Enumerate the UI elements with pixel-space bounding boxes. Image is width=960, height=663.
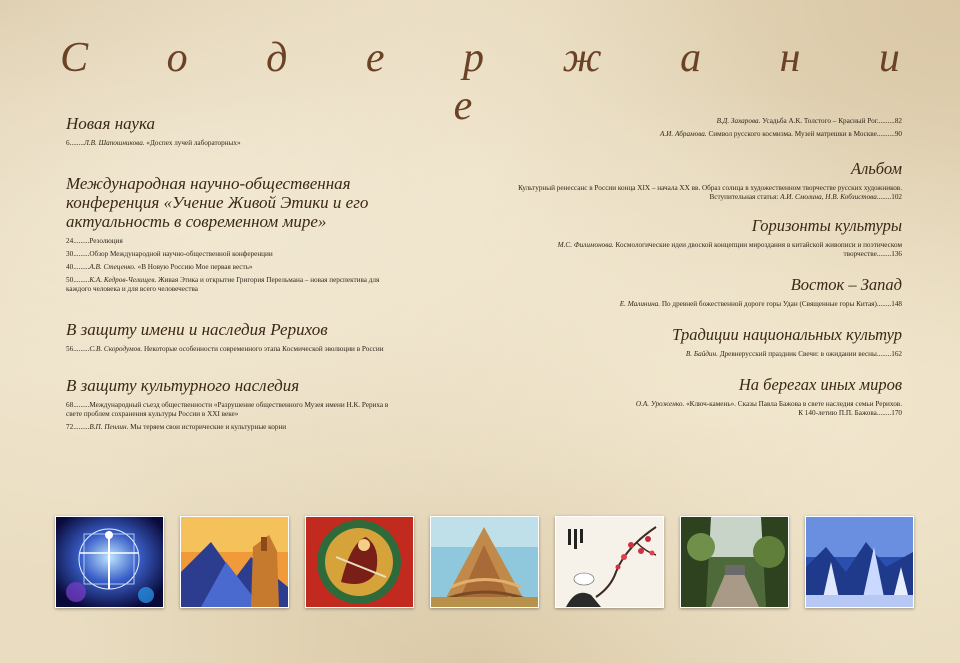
leader-dots: ........ xyxy=(876,193,892,201)
entry-author: О.А. Уроженко. xyxy=(635,400,685,408)
page-number: 56 xyxy=(66,345,74,353)
leader-dots: ......... xyxy=(73,345,90,353)
section-title: Новая наука xyxy=(66,114,155,133)
page-number: 82 xyxy=(894,117,902,125)
entry-text: Вступительная статья: xyxy=(709,193,781,201)
entry-text: Мы теряем свои исторические и культурные корни xyxy=(128,423,287,431)
toc-entry[interactable] xyxy=(66,276,406,294)
left-column xyxy=(66,114,406,450)
section-title: Восток – Запад xyxy=(790,275,902,294)
entry-text: Живая Этика и открытие Григория Перельмана – новая перспектива для каждого человека и для всего человечества xyxy=(66,276,380,293)
page-number: 6 xyxy=(66,139,70,147)
chinese-blossom-thumb[interactable] xyxy=(555,516,664,608)
entry-author: С.В. Скородумов. xyxy=(89,345,143,353)
toc-entry[interactable] xyxy=(500,409,902,418)
entry-text: Некоторые особенности современного этапа Космической эволюции в России xyxy=(142,345,384,353)
page-number: 162 xyxy=(891,350,902,358)
entry-text: Космологические идеи двоской концепции мироздания в китайской живописи и поэтическом творчестве xyxy=(613,241,902,258)
leader-dots: .......... xyxy=(876,117,895,125)
entry-author: М.С. Филимонова. xyxy=(557,241,614,249)
page-number: 72 xyxy=(66,423,74,431)
entry-author: В.Д. Захарова. xyxy=(716,117,761,125)
entry-author: Е. Малинина. xyxy=(619,300,661,308)
page-number: 90 xyxy=(894,130,902,138)
toc-entry[interactable] xyxy=(66,139,406,148)
leader-dots: ......... xyxy=(73,423,90,431)
entry-text: Культурный ренессанс в России конца XIX – начала XX вв. Образ солнца в художественном творчестве русских художников. xyxy=(518,184,902,192)
toc-entry[interactable] xyxy=(66,401,406,419)
page-number: 50 xyxy=(66,276,74,284)
section-title: Международная научно-общественная конференция «Учение Живой Этики и его актуальность в современном мире» xyxy=(66,174,369,231)
page-number: 170 xyxy=(891,409,902,417)
section-title: В защиту культурного наследия xyxy=(66,376,300,395)
entry-text: К 140-летию П.П. Бажова xyxy=(798,409,877,417)
section-title: Горизонты культуры xyxy=(751,216,902,235)
leader-dots: ......... xyxy=(73,401,90,409)
entry-author: А.В. Стеценко. xyxy=(89,263,136,271)
leader-dots: ......... xyxy=(73,250,90,258)
entry-author: В.П. Пенлин. xyxy=(89,423,129,431)
toc-entry[interactable] xyxy=(66,423,406,432)
right-column xyxy=(500,117,902,436)
page-number: 102 xyxy=(891,193,902,201)
entry-author: А.И. Абрамова. xyxy=(660,130,707,138)
cosmic-vitruvian-thumb[interactable] xyxy=(55,516,164,608)
entry-text: Символ русского космизма. Музей матрешки в Москве xyxy=(706,130,877,138)
entry-author: Л.В. Шапошникова. xyxy=(83,139,145,147)
toc-entry[interactable] xyxy=(66,345,406,354)
entry-text: «В Новую Россию Мое первая весть» xyxy=(135,263,253,271)
entry-text: «Ключ-камень». Сказы Павла Бажова в свете наследия семьи Рерихов. xyxy=(684,400,902,408)
page-title: С о д е р ж а н и е xyxy=(60,35,934,129)
thumbnail-strip xyxy=(55,516,915,608)
entry-text: Резолюция xyxy=(89,237,123,245)
section-national-cultures xyxy=(500,325,902,359)
leader-dots: ........ xyxy=(69,139,84,147)
section-roerich-legacy xyxy=(66,320,406,354)
section-title: В защиту имени и наследия Рерихов xyxy=(66,320,328,339)
leader-dots: .......... xyxy=(876,130,895,138)
warrior-circle-thumb[interactable] xyxy=(305,516,414,608)
entry-author: К.А. Кедров-Челищев. xyxy=(89,276,157,284)
page-number: 40 xyxy=(66,263,74,271)
toc-entry[interactable] xyxy=(500,241,902,259)
hill-painting-thumb[interactable] xyxy=(430,516,539,608)
entry-text: Международный съезд общественности «Разрушение общественного Музея имени Н.К. Рериха в свете проблем сохранения культуры России в XXI веке» xyxy=(66,401,389,418)
toc-entry[interactable] xyxy=(500,400,902,409)
entry-text: «Доспех лучей лабораторных» xyxy=(144,139,241,147)
leader-dots: ......... xyxy=(73,237,90,245)
toc-entry[interactable] xyxy=(500,117,902,126)
page-number: 24 xyxy=(66,237,74,245)
toc-entry[interactable] xyxy=(66,263,406,272)
leader-dots: ........ xyxy=(876,300,892,308)
leader-dots: ........ xyxy=(876,350,892,358)
leader-dots: ......... xyxy=(73,263,90,271)
section-cultural-heritage xyxy=(66,376,406,432)
forest-gate-thumb[interactable] xyxy=(680,516,789,608)
entry-text: Древнерусский праздник Свечи: в ожидании весны xyxy=(717,350,877,358)
section-title: На берегах иных миров xyxy=(738,375,902,394)
section-title: Альбом xyxy=(850,159,902,178)
toc-entry[interactable] xyxy=(500,350,902,359)
leader-dots: ......... xyxy=(73,276,90,284)
entry-author: В. Байдин. xyxy=(685,350,718,358)
section-east-west xyxy=(500,275,902,309)
section-other-worlds xyxy=(500,375,902,418)
toc-entry[interactable] xyxy=(500,130,902,139)
toc-entry[interactable] xyxy=(66,250,406,259)
toc-entry[interactable] xyxy=(500,184,902,193)
mountain-temple-thumb[interactable] xyxy=(180,516,289,608)
entry-text: По древней божественной дороге горы Удан (Священные горы Китая) xyxy=(660,300,877,308)
entry-author: А.И. Смолина, Н.В. Кобзистова xyxy=(780,193,877,201)
page-number: 30 xyxy=(66,250,74,258)
section-conference xyxy=(66,174,406,294)
entry-text: Обзор Международной научно-общественной конференции xyxy=(89,250,273,258)
page-number: 68 xyxy=(66,401,74,409)
section-title: Традиции национальных культур xyxy=(672,325,902,344)
blue-snow-forest-thumb[interactable] xyxy=(805,516,914,608)
section-horizons xyxy=(500,216,902,259)
section-album xyxy=(500,159,902,202)
page-number: 148 xyxy=(891,300,902,308)
page-number: 136 xyxy=(891,250,902,258)
leader-dots: ........ xyxy=(876,250,892,258)
toc-entry[interactable] xyxy=(500,193,902,202)
leader-dots: ........ xyxy=(876,409,892,417)
toc-entry[interactable] xyxy=(500,300,902,309)
section-new-science xyxy=(66,114,406,148)
entry-text: Усадьба А.К. Толстого – Красный Рог xyxy=(760,117,877,125)
toc-entry[interactable] xyxy=(66,237,406,246)
